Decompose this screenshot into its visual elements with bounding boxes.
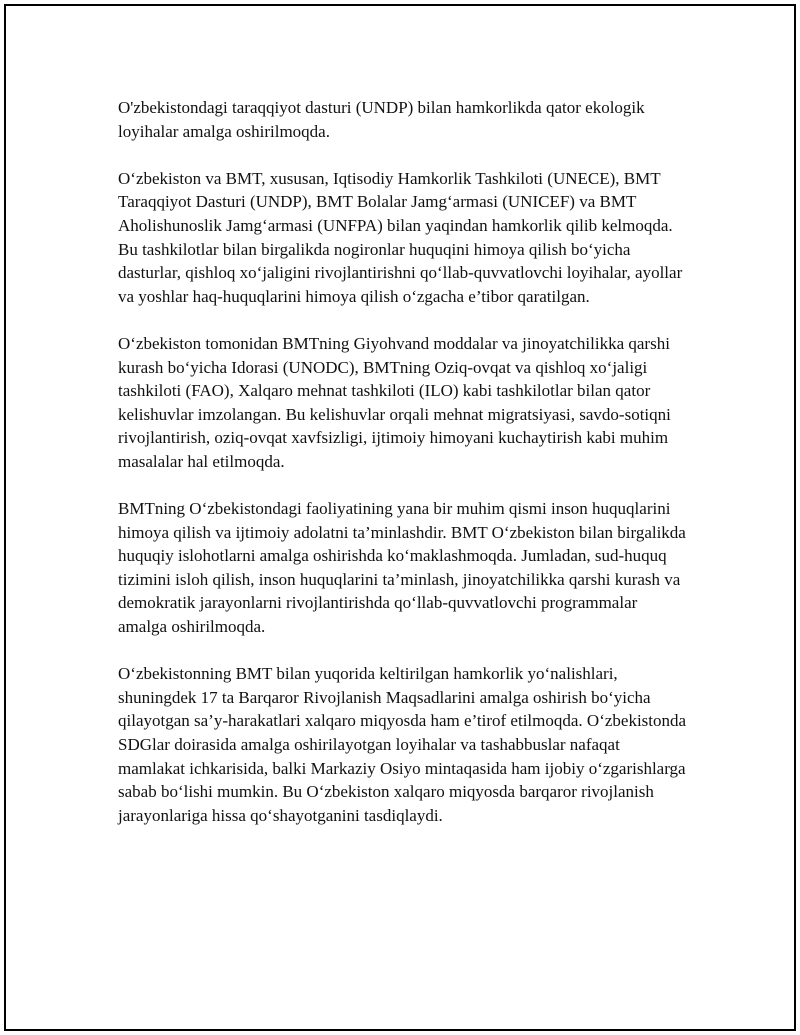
- paragraph-undp-projects: O'zbekistondagi taraqqiyot dasturi (UNDP) bilan hamkorlikda qator ekologik loyihalar amalga oshirilmoqda.: [118, 98, 645, 141]
- paragraph-sdg: O‘zbekistonning BMT bilan yuqorida keltirilgan hamkorlik yo‘nalishlari, shuningdek 17 ta Barqaror Rivojlanish Maqsadlarini amalga oshirish bo‘yicha qilayotgan sa’y-harakatlari xalqaro miqyosda ham e’tirof etilmoqda. O‘zbekistonda SDGlar doirasida amalga oshirilayotgan loyihalar va tashabbuslar nafaqat mamlakat ichkarisida, balki Markaziy Osiyo mintaqasida ham ijobiy o‘zgarishlarga sabab bo‘lishi mumkin. Bu O‘zbekiston xalqaro miqyosda barqaror rivojlanish jarayonlariga hissa qo‘shayotganini tasdiqlaydi.: [118, 664, 687, 825]
- paragraph-un-agencies-cooperation: O‘zbekiston va BMT, xususan, Iqtisodiy Hamkorlik Tashkiloti (UNECE), BMT Taraqqiyot Dasturi (UNDP), BMT Bolalar Jamg‘armasi (UNICEF) va BMT Aholishunoslik Jamg‘armasi (UNFPA) bilan yaqindan hamkorlik qilib kelmoqda. Bu tashkilotlar bilan birgalikda nogironlar huquqini himoya qilish bo‘yicha dasturlar, qishloq xo‘jaligini rivojlantirishni qo‘llab-quvvatlovchi loyihalar, ayollar va yoshlar haq-huquqlarini himoya qilish o‘zgacha e’tibor qaratilgan.: [118, 168, 683, 306]
- document-body: [118, 96, 690, 851]
- paragraph-human-rights: BMTning O‘zbekistondagi faoliyatining yana bir muhim qismi inson huquqlarini himoya qilish va ijtimoiy adolatni ta’minlashdir. BMT O‘zbekiston bilan birgalikda huquqiy islohotlarni amalga oshirishda ko‘maklashmoqda. Jumladan, sud-huquq tizimini isloh qilish, inson huquqlarini ta’minlash, jinoyatchilikka qarshi kurash va demokratik jarayonlarni rivojlantirishda qo‘llab-quvvatlovchi programmalar amalga oshirilmoqda.: [118, 499, 686, 637]
- paragraph-agreements: O‘zbekiston tomonidan BMTning Giyohvand moddalar va jinoyatchilikka qarshi kurash bo‘yicha Idorasi (UNODC), BMTning Oziq-ovqat va qishloq xo‘jaligi tashkiloti (FAO), Xalqaro mehnat tashkiloti (ILO) kabi tashkilotlar bilan qator kelishuvlar imzolangan. Bu kelishuvlar orqali mehnat migratsiyasi, savdo-sotiqni rivojlantirish, oziq-ovqat xavfsizligi, ijtimoiy himoyani kuchaytirish kabi muhim masalalar hal etilmoqda.: [118, 333, 671, 471]
